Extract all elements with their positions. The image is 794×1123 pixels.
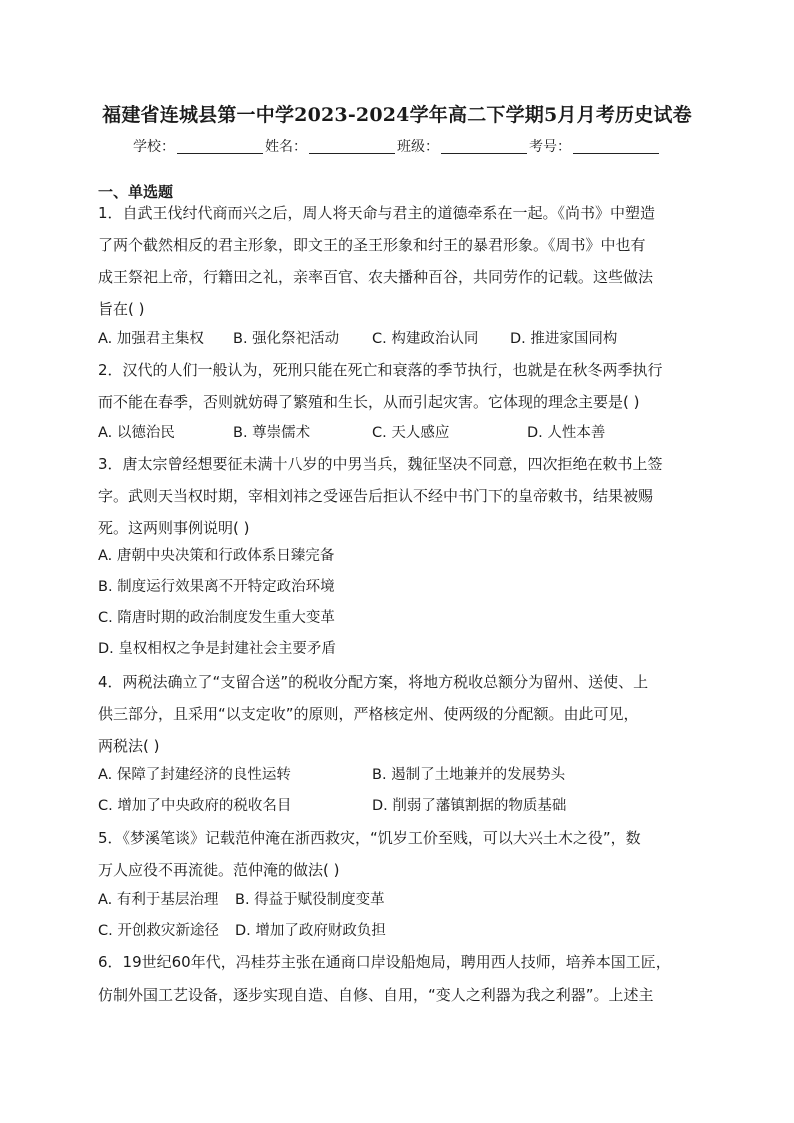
exam-number-label: 考号： [529, 139, 571, 155]
question-1-line-2: 了两个截然相反的君主形象，即文王的圣王形象和纣王的暴君形象。《周书》中也有 [98, 236, 646, 254]
question-2-option-c[interactable]: C. 天人感应 [372, 425, 450, 441]
question-1-line-4: 旨在( ) [98, 300, 145, 318]
page-title: 福建省连城县第一中学2023-2024学年高二下学期5月月考历史试卷 [102, 104, 692, 126]
question-5-option-c[interactable]: C. 开创救灾新途径 [98, 923, 219, 939]
question-4-line-2: 供三部分，且采用“以支定收”的原则，严格核定州、使两级的分配额。由此可见， [98, 705, 639, 723]
question-5-line-2: 万人应役不再流徙。范仲淹的做法( ) [98, 861, 340, 879]
question-4-option-d[interactable]: D. 削弱了藩镇割据的物质基础 [372, 798, 567, 814]
question-5-line-1: 5．《梦溪笔谈》记载范仲淹在浙西救灾，“饥岁工价至贱，可以大兴土木之役”，数 [98, 829, 641, 847]
question-1-option-c[interactable]: C. 构建政治认同 [372, 331, 479, 347]
question-2-option-b[interactable]: B. 尊崇儒术 [233, 425, 311, 441]
school-blank [177, 139, 263, 154]
question-6-line-2: 仿制外国工艺设备，逐步实现自造、自修、自用，“变人之利器为我之利器”。上述主 [98, 986, 654, 1004]
class-label: 班级： [397, 139, 439, 155]
question-1-option-d[interactable]: D. 推进家国同构 [510, 331, 618, 347]
question-4-option-a[interactable]: A. 保障了封建经济的良性运转 [98, 767, 291, 783]
question-2-line-2: 而不能在春季，否则就妨碍了繁殖和生长，从而引起灾害。它体现的理念主要是( ) [98, 393, 640, 411]
name-blank [309, 139, 395, 154]
exam-number-blank [573, 139, 659, 154]
question-4-option-c[interactable]: C. 增加了中央政府的税收名目 [98, 798, 292, 814]
question-1-option-a[interactable]: A. 加强君主集权 [98, 331, 204, 347]
question-1-line-3: 成王祭祀上帝，行籍田之礼，亲率百官、农夫播种百谷，共同劳作的记载。这些做法 [98, 268, 654, 286]
question-2-line-1: 2．汉代的人们一般认为，死刑只能在死亡和衰落的季节执行，也就是在秋冬两季执行 [98, 361, 663, 379]
exam-number-field [529, 136, 661, 156]
class-field [397, 136, 529, 156]
section-heading: 一、单选题 [98, 183, 174, 201]
question-1-option-b[interactable]: B. 强化祭祀活动 [233, 331, 340, 347]
question-4-line-1: 4．两税法确立了“支留合送”的税收分配方案，将地方税收总额分为留州、送使、上 [98, 673, 649, 691]
question-5-option-a[interactable]: A. 有利于基层治理 [98, 892, 219, 908]
question-6-line-1: 6．19世纪60年代，冯桂芬主张在通商口岸设船炮局，聘用西人技师，培养本国工匠， [98, 953, 671, 971]
question-3-line-3: 死。这两则事例说明( ) [98, 519, 250, 537]
question-3-option-a[interactable]: A. 唐朝中央决策和行政体系日臻完备 [98, 548, 335, 564]
school-field [133, 136, 265, 156]
question-3-option-c[interactable]: C. 隋唐时期的政治制度发生重大变革 [98, 610, 335, 626]
question-3-option-b[interactable]: B. 制度运行效果离不开特定政治环境 [98, 579, 335, 595]
question-5-option-d[interactable]: D. 增加了政府财政负担 [235, 923, 386, 939]
question-3-option-d[interactable]: D. 皇权相权之争是封建社会主要矛盾 [98, 641, 336, 657]
name-field [265, 136, 397, 156]
question-5-option-b[interactable]: B. 得益于赋役制度变革 [235, 892, 385, 908]
question-3-line-2: 字。武则天当权时期，宰相刘祎之受诬告后拒认不经中书门下的皇帝敕书，结果被赐 [98, 487, 654, 505]
question-3-line-1: 3．唐太宗曾经想要征未满十八岁的中男当兵，魏征坚决不同意，四次拒绝在敕书上签 [98, 455, 663, 473]
question-4-option-b[interactable]: B. 遏制了土地兼并的发展势头 [372, 767, 566, 783]
question-2-option-d[interactable]: D. 人性本善 [527, 425, 606, 441]
name-label: 姓名： [265, 139, 307, 155]
class-blank [441, 139, 527, 154]
question-4-line-3: 两税法( ) [98, 737, 160, 755]
school-label: 学校： [133, 139, 175, 155]
student-info-line [0, 136, 794, 156]
question-2-option-a[interactable]: A. 以德治民 [98, 425, 175, 441]
question-1-line-1: 1．自武王伐纣代商而兴之后，周人将天命与君主的道德牵系在一起。《尚书》中塑造 [98, 204, 656, 222]
